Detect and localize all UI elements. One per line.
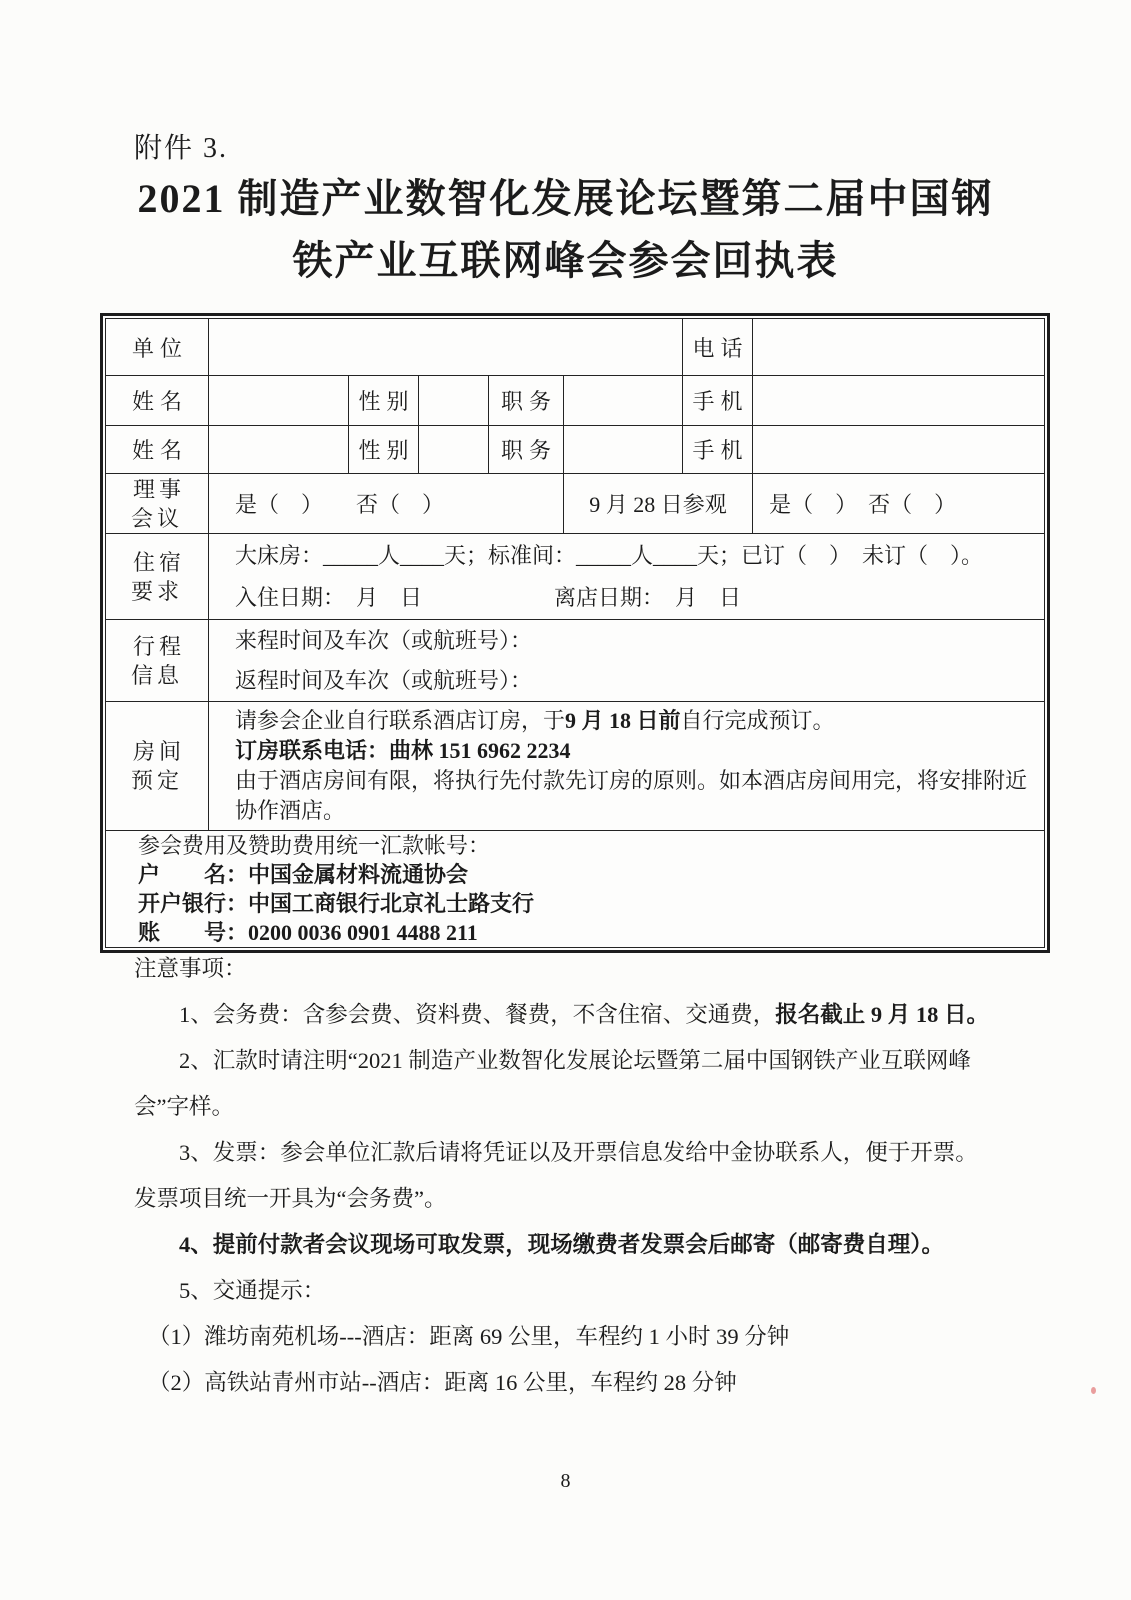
gender-label-cell-2: 性别 <box>349 426 419 474</box>
itinerary-line-1: 来程时间及车次（或航班号）： <box>235 627 533 653</box>
notes-section <box>134 946 1010 1406</box>
position-label-cell-1: 职务 <box>489 376 564 426</box>
page-number: 8 <box>560 1470 571 1492</box>
itinerary-line-2: 返程时间及车次（或航班号）： <box>235 667 533 693</box>
title-line-2: 铁产业互联网峰会参会回执表 <box>292 238 839 283</box>
lodging-label-cell <box>106 534 209 620</box>
row-person-2 <box>106 426 1045 474</box>
payment-account-number: 账 号：0200 0036 0901 4488 211 <box>138 920 478 945</box>
visit-yesno-cell: 是（ ） 否（ ） <box>753 474 1045 534</box>
payment-bank: 开户银行：中国工商银行北京礼士路支行 <box>138 891 535 916</box>
name-value-cell-1 <box>209 376 349 426</box>
council-label-line2: 会议 <box>130 505 183 531</box>
row-room-booking <box>106 702 1045 831</box>
visit-label-cell: 9 月 28 日参观 <box>564 474 753 534</box>
itinerary-label-line1: 行程 <box>132 633 185 659</box>
row-lodging <box>106 534 1045 620</box>
note-item-5: 5、交通提示： <box>179 1278 326 1303</box>
room-line1-deadline: 9 月 18 日前 <box>565 708 681 733</box>
name-label-cell-2: 姓名 <box>106 426 209 474</box>
mobile-value-cell-2 <box>753 426 1045 474</box>
gender-value-cell-2 <box>419 426 489 474</box>
row-payment <box>106 831 1045 948</box>
mobile-label-cell-2: 手机 <box>683 426 753 474</box>
payment-content-cell <box>106 831 1045 948</box>
phone-value-cell <box>753 319 1045 376</box>
phone-label-cell: 电话 <box>683 319 753 376</box>
lodging-label-line1: 住宿 <box>132 549 185 575</box>
unit-value-cell <box>209 319 683 376</box>
note-item-3-line-1: 3、发票：参会单位汇款后请将凭证以及开票信息发给中金协联系人，便于开票。 <box>179 1140 978 1165</box>
lodging-content-cell <box>209 534 1045 620</box>
council-label-line1: 理事 <box>132 476 185 502</box>
room-line-1 <box>235 706 1032 736</box>
note-item-1-deadline: 报名截止 9 月 18 日。 <box>775 1002 990 1027</box>
note-item-5-1: （1）潍坊南苑机场---酒店：距离 69 公里，车程约 1 小时 39 分钟 <box>148 1324 790 1349</box>
mobile-value-cell-1 <box>753 376 1045 426</box>
itinerary-content-cell <box>209 620 1045 702</box>
payment-account-name: 户 名：中国金属材料流通协会 <box>138 862 469 887</box>
gender-value-cell-1 <box>419 376 489 426</box>
notes-heading: 注意事项： <box>134 956 247 981</box>
lodging-line-1: 大床房：_____人____天；标准间：_____人____天；已订（ ） 未订（ ）。 <box>235 542 984 568</box>
room-line-2-contact: 订房联系电话：曲林 151 6962 2234 <box>235 738 571 763</box>
position-value-cell-2 <box>564 426 683 474</box>
scan-noise-dot <box>1091 1387 1096 1394</box>
council-label-cell <box>106 474 209 534</box>
note-item-1 <box>134 992 1010 1038</box>
title-line-1: 2021 制造产业数智化发展论坛暨第二届中国钢 <box>137 176 994 221</box>
payment-intro: 参会费用及赞助费用统一汇款帐号： <box>138 833 491 858</box>
itinerary-label-cell <box>106 620 209 702</box>
attachment-label: 附件 3. <box>134 133 229 164</box>
row-itinerary <box>106 620 1045 702</box>
mobile-label-cell-1: 手机 <box>683 376 753 426</box>
council-yesno-cell: 是（ ） 否（ ） <box>209 474 564 534</box>
room-content-cell <box>209 702 1045 831</box>
room-line-3: 由于酒店房间有限，将执行先付款先订房的原则。如本酒店房间用完，将安排附近协作酒店。 <box>235 768 1028 823</box>
note-item-2-line-2: 会”字样。 <box>134 1094 234 1119</box>
note-item-4: 4、提前付款者会议现场可取发票，现场缴费者发票会后邮寄（邮寄费自理）。 <box>179 1232 945 1257</box>
itinerary-label-line2: 信息 <box>130 662 183 688</box>
note-item-2-line-1: 2、汇款时请注明“2021 制造产业数智化发展论坛暨第二届中国钢铁产业互联网峰 <box>179 1048 971 1073</box>
gender-label-cell-1: 性别 <box>349 376 419 426</box>
note-item-3-line-2: 发票项目统一开具为“会务费”。 <box>134 1186 447 1211</box>
room-line1-post: 自行完成预订。 <box>680 708 835 733</box>
unit-label-cell: 单位 <box>106 319 209 376</box>
row-council <box>106 474 1045 534</box>
registration-form-table <box>100 313 1050 953</box>
room-line1-pre: 请参会企业自行联系酒店订房，于 <box>235 708 566 733</box>
note-item-1-text: 1、会务费：含参会费、资料费、餐费，不含住宿、交通费， <box>179 1002 776 1027</box>
row-person-1 <box>106 376 1045 426</box>
room-label-line2: 预定 <box>130 768 183 793</box>
name-label-cell-1: 姓名 <box>106 376 209 426</box>
position-value-cell-1 <box>564 376 683 426</box>
room-label-cell <box>106 702 209 831</box>
room-label-line1: 房间 <box>132 739 185 764</box>
note-item-5-2: （2）高铁站青州市站--酒店：距离 16 公里，车程约 28 分钟 <box>148 1370 737 1395</box>
page-title <box>0 168 1131 292</box>
lodging-line-2: 入住日期： 月 日 离店日期： 月 日 <box>235 584 742 610</box>
position-label-cell-2: 职务 <box>489 426 564 474</box>
row-unit <box>106 319 1045 376</box>
name-value-cell-2 <box>209 426 349 474</box>
lodging-label-line2: 要求 <box>130 578 183 604</box>
